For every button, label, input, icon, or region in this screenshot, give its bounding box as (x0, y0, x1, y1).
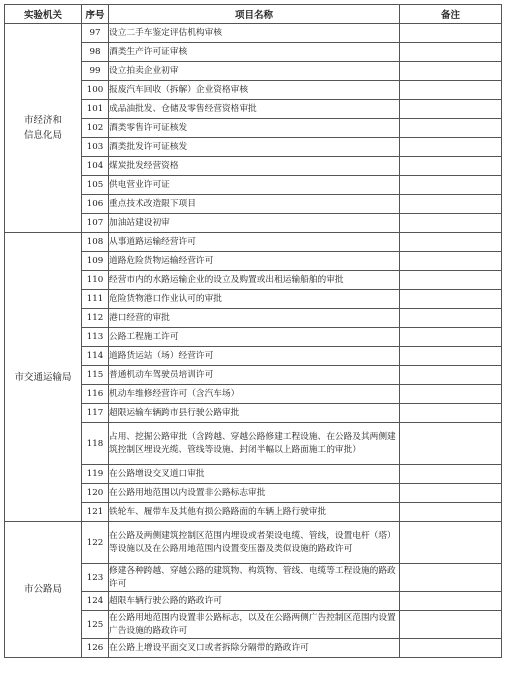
item-number-cell: 108 (82, 233, 109, 252)
item-name-cell: 供电营业许可证 (109, 176, 400, 195)
item-number-cell: 107 (82, 214, 109, 233)
note-cell (400, 639, 502, 658)
item-number-cell: 97 (82, 24, 109, 43)
note-cell (400, 564, 502, 592)
item-number-cell: 119 (82, 465, 109, 484)
item-name-cell: 酒类生产许可证审核 (109, 43, 400, 62)
note-cell (400, 503, 502, 522)
item-name-cell: 超限运输车辆跨市县行驶公路审批 (109, 404, 400, 423)
item-name-cell: 在公路用地范围以内设置非公路标志审批 (109, 484, 400, 503)
approval-items-table (4, 4, 502, 658)
table-header-row (5, 5, 502, 24)
note-cell (400, 309, 502, 328)
item-name-cell: 成品油批发、仓储及零售经营资格审批 (109, 100, 400, 119)
table-body (5, 24, 502, 658)
note-cell (400, 62, 502, 81)
item-number-cell: 126 (82, 639, 109, 658)
agency-cell (5, 522, 82, 658)
item-name-cell: 在公路上增设平面交叉口或者拆除分隔带的路政许可 (109, 639, 400, 658)
note-cell (400, 366, 502, 385)
note-cell (400, 81, 502, 100)
item-name-cell: 公路工程施工许可 (109, 328, 400, 347)
item-name-cell: 港口经营的审批 (109, 309, 400, 328)
note-cell (400, 252, 502, 271)
item-number-cell: 114 (82, 347, 109, 366)
item-number-cell: 101 (82, 100, 109, 119)
note-cell (400, 484, 502, 503)
agency-name-line: 市经济和 (23, 115, 62, 126)
item-number-cell: 109 (82, 252, 109, 271)
item-number-cell: 115 (82, 366, 109, 385)
item-name-cell: 加油站建设初审 (109, 214, 400, 233)
header-item-name: 项目名称 (109, 5, 400, 24)
item-name-cell: 酒类批发许可证核发 (109, 138, 400, 157)
note-cell (400, 43, 502, 62)
item-name-cell: 普通机动车驾驶员培训许可 (109, 366, 400, 385)
agency-name-line: 市公路局 (23, 584, 62, 595)
item-number-cell: 105 (82, 176, 109, 195)
item-number-cell: 124 (82, 592, 109, 611)
item-number-cell: 100 (82, 81, 109, 100)
item-name-cell: 机动车维修经营许可（含汽车场） (109, 385, 400, 404)
item-number-cell: 102 (82, 119, 109, 138)
table-row (5, 233, 502, 252)
note-cell (400, 611, 502, 639)
item-name-cell: 在公路增设交叉道口审批 (109, 465, 400, 484)
note-cell (400, 423, 502, 465)
item-name-cell: 酒类零售许可证核发 (109, 119, 400, 138)
agency-name-line: 市交通运输局 (14, 371, 72, 383)
item-name-cell: 道路货运站（场）经营许可 (109, 347, 400, 366)
item-name-cell: 经营市内的水路运输企业的设立及购置或出租运输船舶的审批 (109, 271, 400, 290)
table-row (5, 24, 502, 43)
item-number-cell: 113 (82, 328, 109, 347)
item-number-cell: 106 (82, 195, 109, 214)
header-agency: 实验机关 (5, 5, 82, 24)
item-number-cell: 122 (82, 522, 109, 564)
item-number-cell: 98 (82, 43, 109, 62)
item-name-cell: 铁轮车、履带车及其他有损公路路面的车辆上路行驶审批 (109, 503, 400, 522)
note-cell (400, 138, 502, 157)
note-cell (400, 195, 502, 214)
note-cell (400, 328, 502, 347)
note-cell (400, 24, 502, 43)
item-name-cell: 在公路及两侧建筑控制区范围内埋设或者架设电缆、管线，设置电杆（塔）等设施以及在公路用地范围内设置变压器及类似设施的路政许可 (109, 522, 400, 564)
item-number-cell: 121 (82, 503, 109, 522)
note-cell (400, 592, 502, 611)
agency-cell (5, 24, 82, 233)
note-cell (400, 290, 502, 309)
item-number-cell: 125 (82, 611, 109, 639)
note-cell (400, 347, 502, 366)
item-number-cell: 118 (82, 423, 109, 465)
item-name-cell: 从事道路运输经营许可 (109, 233, 400, 252)
item-number-cell: 112 (82, 309, 109, 328)
note-cell (400, 214, 502, 233)
item-name-cell: 设立拍卖企业初审 (109, 62, 400, 81)
note-cell (400, 522, 502, 564)
item-name-cell: 报废汽车回收（拆解）企业资格审核 (109, 81, 400, 100)
item-name-cell: 重点技术改造限下项目 (109, 195, 400, 214)
note-cell (400, 465, 502, 484)
item-number-cell: 123 (82, 564, 109, 592)
agency-name-line: 信息化局 (23, 130, 62, 141)
note-cell (400, 119, 502, 138)
header-number: 序号 (82, 5, 109, 24)
note-cell (400, 233, 502, 252)
item-name-cell: 设立二手车鉴定评估机构审核 (109, 24, 400, 43)
item-number-cell: 103 (82, 138, 109, 157)
agency-cell (5, 233, 82, 522)
note-cell (400, 157, 502, 176)
note-cell (400, 271, 502, 290)
note-cell (400, 176, 502, 195)
item-name-cell: 超限车辆行驶公路的路政许可 (109, 592, 400, 611)
item-name-cell: 占用、挖掘公路审批（含跨越、穿越公路修建工程设施、在公路及其两侧建筑控制区埋设光缆、管线等设施、封闭半幅以上路面施工的审批） (109, 423, 400, 465)
item-name-cell: 煤炭批发经营资格 (109, 157, 400, 176)
item-number-cell: 116 (82, 385, 109, 404)
item-name-cell: 修建各种跨越、穿越公路的建筑物、构筑物、管线、电缆等工程设施的路政许可 (109, 564, 400, 592)
note-cell (400, 404, 502, 423)
header-note: 备注 (400, 5, 502, 24)
table-row (5, 522, 502, 564)
item-name-cell: 危险货物港口作业认可的审批 (109, 290, 400, 309)
item-number-cell: 120 (82, 484, 109, 503)
item-name-cell: 道路危险货物运输经营许可 (109, 252, 400, 271)
note-cell (400, 100, 502, 119)
item-name-cell: 在公路用地范围内设置非公路标志，以及在公路两侧广告控制区范围内设置广告设施的路政许可 (109, 611, 400, 639)
item-number-cell: 117 (82, 404, 109, 423)
item-number-cell: 111 (82, 290, 109, 309)
item-number-cell: 99 (82, 62, 109, 81)
note-cell (400, 385, 502, 404)
item-number-cell: 110 (82, 271, 109, 290)
item-number-cell: 104 (82, 157, 109, 176)
